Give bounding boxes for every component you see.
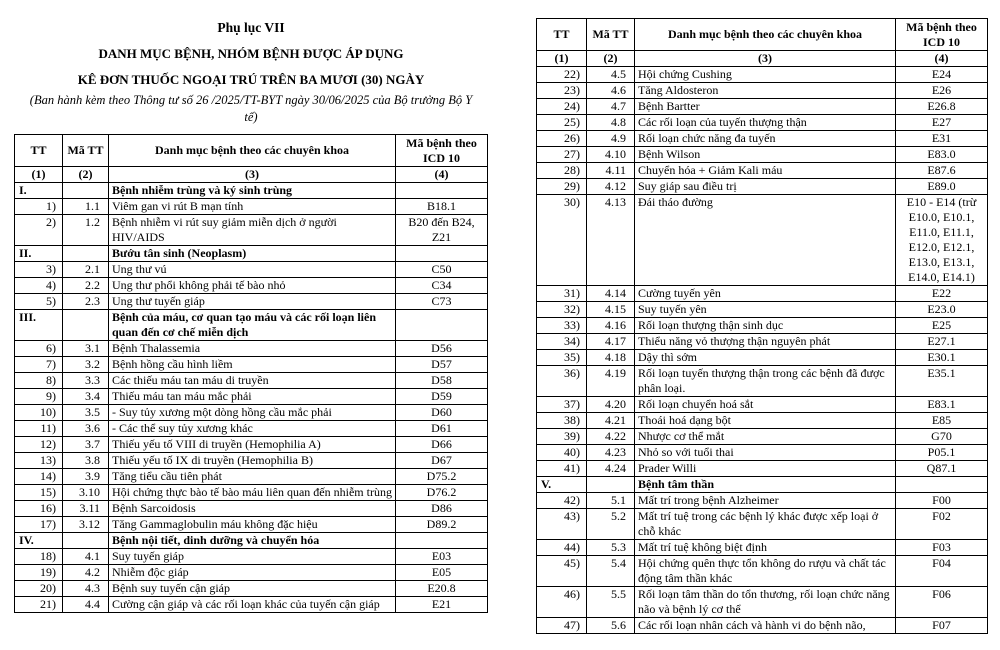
cell-icd-code: D59: [396, 389, 488, 405]
cell-ma-tt: 5.3: [587, 540, 635, 556]
table-row: [537, 302, 988, 318]
cell-disease-name: Thoái hoá dạng bột: [635, 413, 896, 429]
cell-disease-name: Nhược cơ thể mắt: [635, 429, 896, 445]
cell-icd-code: Q87.1: [896, 461, 988, 477]
cell-disease-name: Ung thư vú: [109, 262, 396, 278]
document-subtitle: (Ban hành kèm theo Thông tư số 26 /2025/TT-BYT ngày 30/06/2025 của Bộ trưởng Bộ Y tế): [29, 93, 473, 124]
cell-ma-tt: 4.1: [63, 549, 109, 565]
cell-ma-tt: 3.3: [63, 373, 109, 389]
cell-tt: 5): [15, 294, 63, 310]
cell-icd-code: E21: [396, 597, 488, 613]
cell-ma-tt: 5.4: [587, 556, 635, 587]
table-row: [537, 397, 988, 413]
table-row: [537, 429, 988, 445]
table-row: [15, 341, 488, 357]
col-num-3: (3): [109, 167, 396, 183]
cell-tt: 34): [537, 334, 587, 350]
cell-icd-code: F00: [896, 493, 988, 509]
cell-tt: 12): [15, 437, 63, 453]
table-row: [15, 453, 488, 469]
cell-tt: 14): [15, 469, 63, 485]
cell-tt: 2): [15, 215, 63, 246]
table-row: [537, 83, 988, 99]
cell-icd-code: C73: [396, 294, 488, 310]
table-row: [537, 286, 988, 302]
cell-icd-code: D61: [396, 421, 488, 437]
table-row: [537, 179, 988, 195]
table-row: [537, 540, 988, 556]
column-numbering-row: [537, 51, 988, 67]
table-row: [537, 366, 988, 397]
cell-icd-code: F03: [896, 540, 988, 556]
table-row: [537, 334, 988, 350]
cell-icd-code: E87.6: [896, 163, 988, 179]
cell-icd-code: [396, 246, 488, 262]
cell-ma-tt: 4.16: [587, 318, 635, 334]
cell-tt: 18): [15, 549, 63, 565]
cell-tt: 33): [537, 318, 587, 334]
cell-ma-tt: 3.5: [63, 405, 109, 421]
cell-ma-tt: 4.9: [587, 131, 635, 147]
cell-ma-tt: 4.21: [587, 413, 635, 429]
cell-disease-name: Thiếu yếu tố IX di truyền (Hemophilia B): [109, 453, 396, 469]
cell-icd-code: F06: [896, 587, 988, 618]
cell-tt: II.: [15, 246, 63, 262]
cell-ma-tt: 3.12: [63, 517, 109, 533]
table-row: [15, 294, 488, 310]
cell-tt: 29): [537, 179, 587, 195]
table-row: [15, 278, 488, 294]
table-row: [537, 147, 988, 163]
table-row: [15, 437, 488, 453]
table-row: [15, 389, 488, 405]
cell-icd-code: D86: [396, 501, 488, 517]
cell-tt: 27): [537, 147, 587, 163]
cell-ma-tt: 4.2: [63, 565, 109, 581]
table-row: [15, 485, 488, 501]
cell-disease-name: Thiếu yếu tố VIII di truyền (Hemophilia A): [109, 437, 396, 453]
cell-disease-name: Bệnh của máu, cơ quan tạo máu và các rối loạn liên quan đến cơ chế miễn dịch: [109, 310, 396, 341]
cell-icd-code: D89.2: [396, 517, 488, 533]
right-page: [536, 18, 988, 634]
col-num-4: (4): [896, 51, 988, 67]
cell-ma-tt: 3.8: [63, 453, 109, 469]
cell-icd-code: E26.8: [896, 99, 988, 115]
cell-tt: 8): [15, 373, 63, 389]
table-row: [15, 581, 488, 597]
cell-tt: 17): [15, 517, 63, 533]
cell-disease-name: Bệnh tâm thần: [635, 477, 896, 493]
cell-tt: 23): [537, 83, 587, 99]
cell-ma-tt: 3.2: [63, 357, 109, 373]
cell-ma-tt: 4.4: [63, 597, 109, 613]
cell-disease-name: Thiếu máu tan máu mắc phải: [109, 389, 396, 405]
table-row: [15, 405, 488, 421]
annex-label: Phụ lục VII: [217, 20, 285, 35]
cell-icd-code: D58: [396, 373, 488, 389]
cell-icd-code: F02: [896, 509, 988, 540]
cell-icd-code: D57: [396, 357, 488, 373]
col-num-2: (2): [63, 167, 109, 183]
cell-icd-code: E23.0: [896, 302, 988, 318]
cell-disease-name: Bệnh suy tuyến cận giáp: [109, 581, 396, 597]
cell-disease-name: Chuyển hóa + Giảm Kali máu: [635, 163, 896, 179]
cell-ma-tt: 4.15: [587, 302, 635, 318]
cell-disease-name: Bệnh Wilson: [635, 147, 896, 163]
table-row: [15, 501, 488, 517]
cell-tt: 30): [537, 195, 587, 286]
cell-disease-name: Bướu tân sinh (Neoplasm): [109, 246, 396, 262]
table-row: [537, 115, 988, 131]
cell-ma-tt: 2.2: [63, 278, 109, 294]
header-tt: TT: [537, 19, 587, 51]
cell-disease-name: Suy tuyến giáp: [109, 549, 396, 565]
cell-disease-name: Mất trí tuệ trong các bệnh lý khác được xếp loại ở chỗ khác: [635, 509, 896, 540]
cell-ma-tt: 1.2: [63, 215, 109, 246]
cell-tt: 24): [537, 99, 587, 115]
cell-tt: 39): [537, 429, 587, 445]
cell-disease-name: Bệnh nhiễm vi rút suy giảm miễn dịch ở người HIV/AIDS: [109, 215, 396, 246]
cell-icd-code: D56: [396, 341, 488, 357]
cell-tt: 9): [15, 389, 63, 405]
disease-table-right: [536, 18, 988, 634]
cell-tt: 25): [537, 115, 587, 131]
cell-disease-name: Hội chứng Cushing: [635, 67, 896, 83]
cell-ma-tt: [63, 310, 109, 341]
cell-tt: 11): [15, 421, 63, 437]
table-body: [15, 183, 488, 613]
table-row: [15, 357, 488, 373]
cell-icd-code: E25: [896, 318, 988, 334]
cell-tt: 15): [15, 485, 63, 501]
section-row: [15, 310, 488, 341]
left-page: [14, 0, 488, 613]
cell-disease-name: Bệnh hồng cầu hình liềm: [109, 357, 396, 373]
cell-icd-code: E22: [896, 286, 988, 302]
cell-ma-tt: 5.5: [587, 587, 635, 618]
cell-icd-code: E83.1: [896, 397, 988, 413]
cell-disease-name: - Các thể suy tủy xương khác: [109, 421, 396, 437]
table-row: [537, 618, 988, 634]
section-row: [537, 477, 988, 493]
cell-ma-tt: 4.20: [587, 397, 635, 413]
table-row: [15, 549, 488, 565]
section-row: [15, 183, 488, 199]
cell-ma-tt: [587, 477, 635, 493]
cell-tt: 36): [537, 366, 587, 397]
cell-disease-name: Thiểu năng vỏ thượng thận nguyên phát: [635, 334, 896, 350]
cell-ma-tt: 2.1: [63, 262, 109, 278]
cell-tt: 20): [15, 581, 63, 597]
cell-tt: I.: [15, 183, 63, 199]
cell-icd-code: E27.1: [896, 334, 988, 350]
cell-disease-name: Suy tuyến yên: [635, 302, 896, 318]
cell-icd-code: F07: [896, 618, 988, 634]
cell-disease-name: Mất trí trong bệnh Alzheimer: [635, 493, 896, 509]
cell-tt: 16): [15, 501, 63, 517]
table-row: [537, 67, 988, 83]
cell-ma-tt: [63, 533, 109, 549]
cell-icd-code: D76.2: [396, 485, 488, 501]
cell-ma-tt: [63, 246, 109, 262]
cell-icd-code: [396, 533, 488, 549]
cell-tt: 10): [15, 405, 63, 421]
table-row: [15, 199, 488, 215]
cell-icd-code: E85: [896, 413, 988, 429]
table-row: [15, 215, 488, 246]
cell-tt: 45): [537, 556, 587, 587]
cell-ma-tt: 4.6: [587, 83, 635, 99]
cell-disease-name: Bệnh Sarcoidosis: [109, 501, 396, 517]
cell-tt: 31): [537, 286, 587, 302]
cell-icd-code: E30.1: [896, 350, 988, 366]
cell-icd-code: E31: [896, 131, 988, 147]
cell-icd-code: [896, 477, 988, 493]
cell-disease-name: Bệnh nhiễm trùng và ký sinh trùng: [109, 183, 396, 199]
document-title-line-2: KÊ ĐƠN THUỐC NGOẠI TRÚ TRÊN BA MƯƠI (30) NGÀY: [77, 72, 425, 87]
cell-tt: 7): [15, 357, 63, 373]
table-row: [537, 195, 988, 286]
cell-icd-code: D67: [396, 453, 488, 469]
cell-tt: 46): [537, 587, 587, 618]
cell-ma-tt: 4.22: [587, 429, 635, 445]
cell-tt: 37): [537, 397, 587, 413]
header-disease-list: Danh mục bệnh theo các chuyên khoa: [109, 135, 396, 167]
cell-icd-code: E05: [396, 565, 488, 581]
cell-disease-name: Bệnh Thalassemia: [109, 341, 396, 357]
table-row: [15, 469, 488, 485]
table-row: [537, 556, 988, 587]
table-row: [537, 493, 988, 509]
cell-icd-code: E24: [896, 67, 988, 83]
cell-disease-name: Các rối loạn nhân cách và hành vi do bệnh não,: [635, 618, 896, 634]
cell-tt: 40): [537, 445, 587, 461]
cell-ma-tt: 3.10: [63, 485, 109, 501]
cell-icd-code: E20.8: [396, 581, 488, 597]
header-icd-code: Mã bệnh theo ICD 10: [896, 19, 988, 51]
cell-tt: IV.: [15, 533, 63, 549]
cell-disease-name: Tăng Gammaglobulin máu không đặc hiệu: [109, 517, 396, 533]
cell-ma-tt: 3.7: [63, 437, 109, 453]
cell-tt: 1): [15, 199, 63, 215]
cell-tt: 41): [537, 461, 587, 477]
cell-ma-tt: 4.10: [587, 147, 635, 163]
cell-icd-code: E03: [396, 549, 488, 565]
cell-icd-code: D66: [396, 437, 488, 453]
header-icd-code: Mã bệnh theo ICD 10: [396, 135, 488, 167]
cell-disease-name: Suy giáp sau điều trị: [635, 179, 896, 195]
col-num-1: (1): [15, 167, 63, 183]
cell-icd-code: C34: [396, 278, 488, 294]
table-row: [15, 421, 488, 437]
cell-ma-tt: 5.2: [587, 509, 635, 540]
document-header: [14, 18, 488, 126]
table-row: [537, 413, 988, 429]
cell-icd-code: P05.1: [896, 445, 988, 461]
col-num-1: (1): [537, 51, 587, 67]
cell-ma-tt: 4.13: [587, 195, 635, 286]
cell-tt: 32): [537, 302, 587, 318]
table-row: [15, 373, 488, 389]
cell-icd-code: [396, 310, 488, 341]
cell-disease-name: Dậy thì sớm: [635, 350, 896, 366]
cell-tt: 43): [537, 509, 587, 540]
table-row: [537, 445, 988, 461]
cell-disease-name: Nhiễm độc giáp: [109, 565, 396, 581]
cell-icd-code: E83.0: [896, 147, 988, 163]
section-row: [15, 533, 488, 549]
cell-ma-tt: 4.17: [587, 334, 635, 350]
column-numbering-row: [15, 167, 488, 183]
table-row: [537, 509, 988, 540]
cell-icd-code: E35.1: [896, 366, 988, 397]
cell-ma-tt: 4.5: [587, 67, 635, 83]
cell-disease-name: Tăng tiểu cầu tiên phát: [109, 469, 396, 485]
cell-icd-code: B18.1: [396, 199, 488, 215]
cell-ma-tt: 4.18: [587, 350, 635, 366]
cell-disease-name: Tăng Aldosteron: [635, 83, 896, 99]
cell-ma-tt: 4.24: [587, 461, 635, 477]
cell-tt: 42): [537, 493, 587, 509]
cell-disease-name: Hội chứng thực bào tế bào máu liên quan đến nhiễm trùng: [109, 485, 396, 501]
cell-disease-name: Hội chứng quên thực tổn không do rượu và chất tác động tâm thần khác: [635, 556, 896, 587]
cell-tt: 21): [15, 597, 63, 613]
cell-disease-name: Rối loạn chức năng đa tuyến: [635, 131, 896, 147]
cell-disease-name: Rối loạn tâm thần do tổn thương, rối loạn chức năng não và bệnh lý cơ thể: [635, 587, 896, 618]
table-row: [15, 597, 488, 613]
table-row: [15, 565, 488, 581]
table-header-row: [15, 135, 488, 167]
cell-tt: 3): [15, 262, 63, 278]
cell-tt: 4): [15, 278, 63, 294]
cell-tt: 44): [537, 540, 587, 556]
table-row: [537, 318, 988, 334]
cell-ma-tt: 2.3: [63, 294, 109, 310]
cell-ma-tt: 4.23: [587, 445, 635, 461]
col-num-4: (4): [396, 167, 488, 183]
cell-tt: 38): [537, 413, 587, 429]
header-ma-tt: Mã TT: [587, 19, 635, 51]
table-row: [537, 131, 988, 147]
cell-tt: 28): [537, 163, 587, 179]
cell-tt: 47): [537, 618, 587, 634]
cell-disease-name: Nhỏ so với tuổi thai: [635, 445, 896, 461]
header-disease-list: Danh mục bệnh theo các chuyên khoa: [635, 19, 896, 51]
cell-ma-tt: 5.1: [587, 493, 635, 509]
cell-tt: 35): [537, 350, 587, 366]
cell-disease-name: Các rối loạn của tuyến thượng thận: [635, 115, 896, 131]
cell-icd-code: E26: [896, 83, 988, 99]
cell-disease-name: Cường tuyến yên: [635, 286, 896, 302]
disease-table-left: [14, 134, 488, 613]
cell-disease-name: Đái tháo đường: [635, 195, 896, 286]
cell-icd-code: [396, 183, 488, 199]
cell-ma-tt: 4.7: [587, 99, 635, 115]
cell-disease-name: Cường cận giáp và các rối loạn khác của tuyến cận giáp: [109, 597, 396, 613]
cell-icd-code: G70: [896, 429, 988, 445]
cell-ma-tt: 3.4: [63, 389, 109, 405]
table-row: [537, 587, 988, 618]
cell-disease-name: Mất trí tuệ không biệt định: [635, 540, 896, 556]
cell-ma-tt: 3.6: [63, 421, 109, 437]
cell-ma-tt: [63, 183, 109, 199]
cell-icd-code: D75.2: [396, 469, 488, 485]
cell-disease-name: - Suy tủy xương một dòng hồng cầu mắc phải: [109, 405, 396, 421]
header-tt: TT: [15, 135, 63, 167]
cell-ma-tt: 4.8: [587, 115, 635, 131]
cell-ma-tt: 4.19: [587, 366, 635, 397]
cell-ma-tt: 3.1: [63, 341, 109, 357]
cell-icd-code: B20 đến B24, Z21: [396, 215, 488, 246]
cell-icd-code: E10 - E14 (trừ E10.0, E10.1, E11.0, E11.1, E12.0, E12.1, E13.0, E13.1, E14.0, E14.1): [896, 195, 988, 286]
cell-disease-name: Rối loạn thượng thận sinh dục: [635, 318, 896, 334]
cell-tt: 19): [15, 565, 63, 581]
cell-disease-name: Prader Willi: [635, 461, 896, 477]
table-row: [537, 461, 988, 477]
table-header-row: [537, 19, 988, 51]
cell-disease-name: Bệnh nội tiết, dinh dưỡng và chuyển hóa: [109, 533, 396, 549]
cell-disease-name: Viêm gan vi rút B mạn tính: [109, 199, 396, 215]
col-num-3: (3): [635, 51, 896, 67]
header-ma-tt: Mã TT: [63, 135, 109, 167]
cell-icd-code: E89.0: [896, 179, 988, 195]
cell-disease-name: Bệnh Bartter: [635, 99, 896, 115]
cell-tt: 22): [537, 67, 587, 83]
table-row: [537, 350, 988, 366]
cell-ma-tt: 4.3: [63, 581, 109, 597]
cell-ma-tt: 4.11: [587, 163, 635, 179]
cell-ma-tt: 5.6: [587, 618, 635, 634]
cell-icd-code: F04: [896, 556, 988, 587]
cell-tt: V.: [537, 477, 587, 493]
cell-ma-tt: 3.11: [63, 501, 109, 517]
cell-disease-name: Ung thư tuyến giáp: [109, 294, 396, 310]
cell-disease-name: Các thiếu máu tan máu di truyền: [109, 373, 396, 389]
table-row: [537, 99, 988, 115]
cell-ma-tt: 4.12: [587, 179, 635, 195]
cell-tt: III.: [15, 310, 63, 341]
cell-icd-code: D60: [396, 405, 488, 421]
cell-disease-name: Rối loạn chuyển hoá sắt: [635, 397, 896, 413]
cell-ma-tt: 3.9: [63, 469, 109, 485]
table-row: [15, 517, 488, 533]
cell-icd-code: E27: [896, 115, 988, 131]
table-row: [15, 262, 488, 278]
cell-ma-tt: 4.14: [587, 286, 635, 302]
cell-disease-name: Rối loạn tuyến thượng thận trong các bệnh đã được phân loại.: [635, 366, 896, 397]
cell-disease-name: Ung thư phổi không phải tế bào nhỏ: [109, 278, 396, 294]
cell-tt: 26): [537, 131, 587, 147]
cell-icd-code: C50: [396, 262, 488, 278]
cell-ma-tt: 1.1: [63, 199, 109, 215]
document-title-line-1: DANH MỤC BỆNH, NHÓM BỆNH ĐƯỢC ÁP DỤNG: [98, 46, 404, 61]
section-row: [15, 246, 488, 262]
cell-tt: 6): [15, 341, 63, 357]
table-row: [537, 163, 988, 179]
col-num-2: (2): [587, 51, 635, 67]
cell-tt: 13): [15, 453, 63, 469]
table-body: [537, 67, 988, 634]
